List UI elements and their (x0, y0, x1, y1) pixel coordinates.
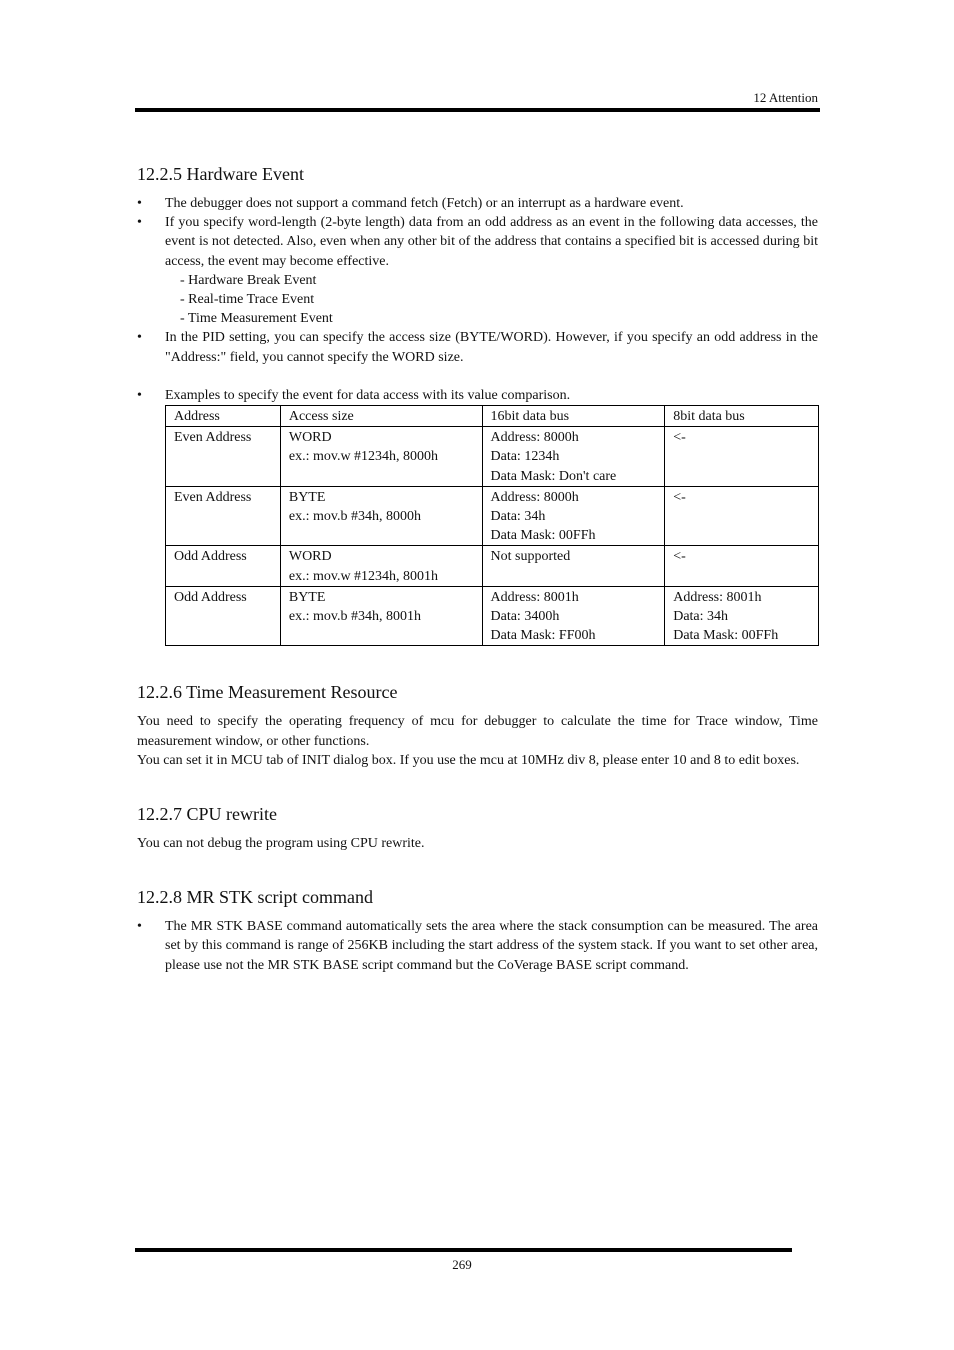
page-content (137, 162, 818, 975)
table-cell-address: Odd Address (166, 546, 281, 586)
header-rule (135, 108, 820, 112)
cell-line: Data Mask: 00FFh (490, 528, 596, 544)
section-title: 12.2.7 CPU rewrite (137, 804, 277, 825)
table-cell-bus16 (482, 427, 665, 487)
cell-line: ex.: mov.b #34h, 8001h (288, 609, 421, 625)
cell-line: Address: 8001h (673, 589, 762, 605)
cell-line: <- (673, 489, 686, 505)
cell-line: <- (673, 430, 686, 446)
cell-line: WORD (288, 430, 332, 446)
table-cell-bus16 (482, 586, 665, 646)
cell-line: Data Mask: Don't care (490, 468, 617, 484)
bullet-item: • If you specify word-length (2-byte length) data from an odd address as an event in the following data accesses, the event is not detected. Also, even when any other bit of the address that contains a specified bit is accessed during bit access, the event may become effective. (137, 213, 818, 271)
bullet-item: • In the PID setting, you can specify the access size (BYTE/WORD). However, if you specify an odd address in the "Address:" field, you cannot specify the WORD size. (137, 328, 818, 366)
paragraph: You can not debug the program using CPU rewrite. (137, 836, 425, 852)
section-hardware-event (137, 162, 818, 646)
bullet-item: • The debugger does not support a command fetch (Fetch) or an interrupt as a hardware event. (137, 194, 818, 213)
section-cpu-rewrite (137, 802, 818, 853)
bullet-item: • Examples to specify the event for data access with its value comparison. (137, 386, 818, 405)
running-header: 12 Attention (753, 90, 818, 105)
column-header: Address (166, 406, 281, 427)
table-cell-bus8 (665, 486, 819, 546)
table-cell-size (280, 427, 482, 487)
table-cell-size (280, 486, 482, 546)
table-cell-bus8 (665, 427, 819, 487)
sub-list-item: - Time Measurement Event (180, 311, 333, 327)
table-cell-address: Odd Address (166, 586, 281, 646)
cell-line: Data: 34h (490, 509, 546, 525)
cell-line: Data: 3400h (490, 609, 560, 625)
table-cell-bus8 (665, 546, 819, 586)
section-title: 12.2.6 Time Measurement Resource (137, 682, 398, 703)
cell-line: Data: 34h (673, 609, 729, 625)
table-cell-size (280, 546, 482, 586)
table-row (166, 486, 819, 546)
table-cell-address: Even Address (166, 427, 281, 487)
table-cell-size (280, 586, 482, 646)
cell-line: Not supported (490, 549, 571, 565)
footer-rule (135, 1248, 792, 1252)
cell-line: Address: 8000h (490, 430, 579, 446)
sub-list-item: - Hardware Break Event (180, 272, 317, 288)
table-body (166, 427, 819, 646)
table-cell-address: Even Address (166, 486, 281, 546)
cell-line: ex.: mov.w #1234h, 8000h (288, 449, 439, 465)
page-number: 269 (452, 1257, 472, 1272)
table-cell-bus16 (482, 546, 665, 586)
section-title: 12.2.8 MR STK script command (137, 887, 373, 908)
sub-list-item: - Real-time Trace Event (180, 292, 315, 308)
cell-line: ex.: mov.w #1234h, 8001h (288, 568, 439, 584)
cell-line: ex.: mov.b #34h, 8000h (288, 509, 421, 525)
column-header: Access size (280, 406, 482, 427)
event-example-table (165, 405, 819, 646)
table-header-row (166, 406, 819, 427)
cell-line: WORD (288, 549, 332, 565)
paragraph: You can set it in MCU tab of INIT dialog box. If you use the mcu at 10MHz div 8, please enter 10 and 8 to edit boxes. (137, 752, 800, 768)
cell-line: Address: 8000h (490, 489, 579, 505)
cell-line: Data Mask: 00FFh (673, 628, 779, 644)
table-row (166, 546, 819, 586)
cell-line: BYTE (288, 489, 326, 505)
section-title: 12.2.5 Hardware Event (137, 164, 304, 184)
cell-line: Data: 1234h (490, 449, 560, 465)
bullet-item: • The MR STK BASE command automatically sets the area where the stack consumption can be measured. The area set by this command is range of 256KB including the start address of the system stack. If you want to set other area, please use not the MR STK BASE script command but the CoVerage BASE script command. (137, 917, 818, 975)
section-time-measurement (137, 680, 818, 770)
table-cell-bus8 (665, 586, 819, 646)
table-cell-bus16 (482, 486, 665, 546)
cell-line: <- (673, 549, 686, 565)
table-row (166, 586, 819, 646)
table-row (166, 427, 819, 487)
cell-line: BYTE (288, 589, 326, 605)
paragraph: You need to specify the operating frequency of mcu for debugger to calculate the time for Trace window, Time measurement window, or other functions. (137, 714, 818, 749)
cell-line: Data Mask: FF00h (490, 628, 596, 644)
section-mr-stk (137, 885, 818, 975)
column-header: 8bit data bus (665, 406, 819, 427)
cell-line: Address: 8001h (490, 589, 579, 605)
column-header: 16bit data bus (482, 406, 665, 427)
